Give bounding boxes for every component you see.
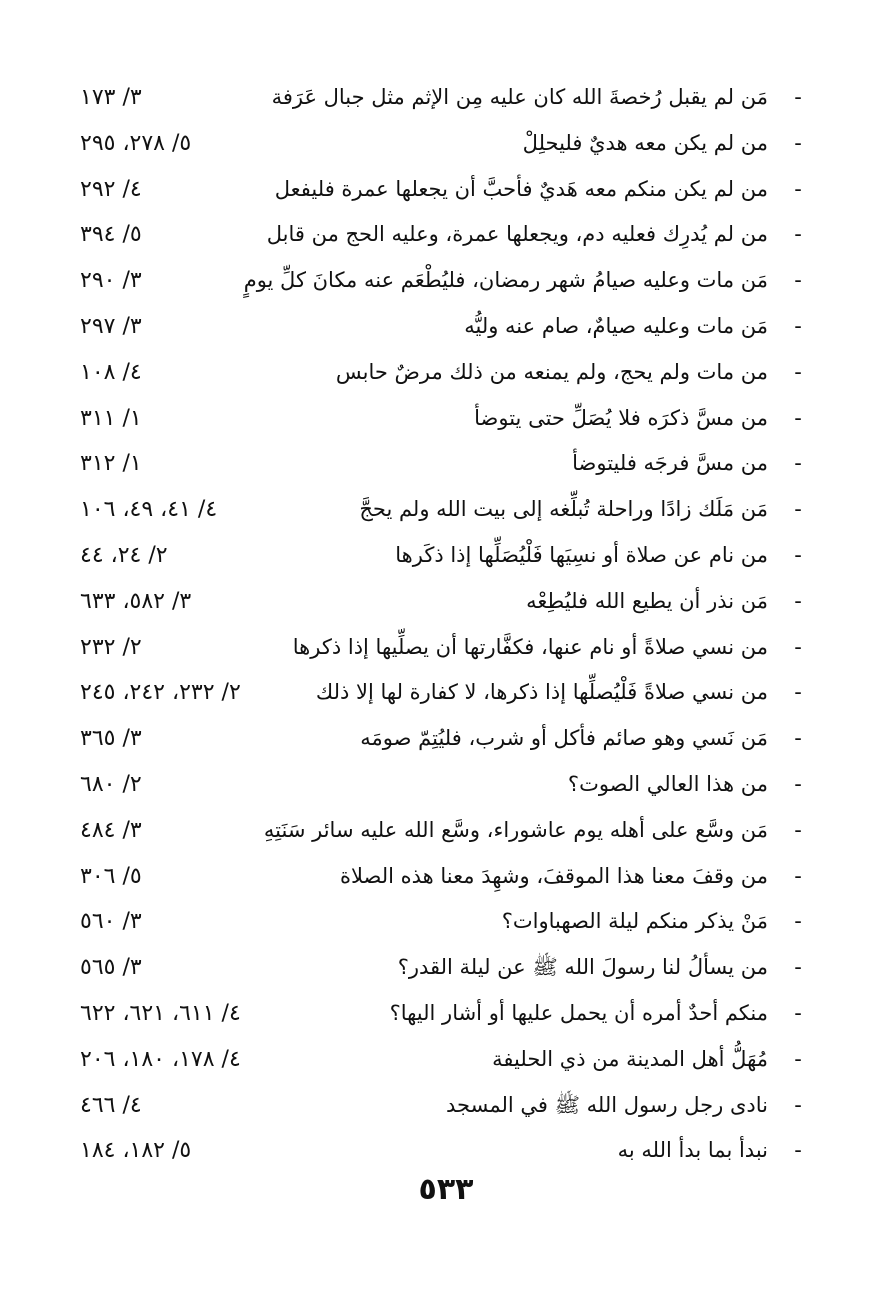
index-entry xyxy=(80,304,812,350)
bullet-dash: - xyxy=(794,359,802,384)
volume-page-reference: ٣/ ٥٦٠ xyxy=(80,909,142,935)
page-number: ٥٣٣ xyxy=(418,1172,474,1207)
volume-page-reference: ٣/ ٣٦٥ xyxy=(80,726,142,752)
volume-page-reference: ٣/ ٢٩٠ xyxy=(80,268,142,294)
hadith-text: مَن مَلَك زادًا وراحلة تُبلِّغه إلى بيت الله ولم يحجَّ xyxy=(359,497,768,522)
hadith-text: مَن مات وعليه صيامُ شهر رمضان، فليُطْعَم عنه مكانَ كلِّ يومٍ xyxy=(243,268,768,293)
volume-page-reference: ٢/ ٢٤، ٤٤ xyxy=(80,542,168,568)
volume-page-reference: ٤/ ٢٩٢ xyxy=(80,176,142,202)
bullet-dash: - xyxy=(794,955,802,980)
volume-page-reference: ٥/ ١٨٢، ١٨٤ xyxy=(80,1138,192,1164)
index-entry xyxy=(80,716,812,762)
volume-page-reference: ٢/ ٢٣٢ xyxy=(80,634,142,660)
hadith-text: مَنْ يذكر منكم ليلة الصهباوات؟ xyxy=(501,909,768,934)
hadith-text: مَن نَسي وهو صائم فأكل أو شرب، فليُتِمّ صومَه xyxy=(360,726,768,751)
bullet-dash: - xyxy=(794,634,802,659)
bullet-dash: - xyxy=(794,1000,802,1025)
index-entry xyxy=(80,350,812,396)
volume-page-reference: ٢/ ٢٣٢، ٢٤٢، ٢٤٥ xyxy=(80,680,241,706)
volume-page-reference: ١/ ٣١٢ xyxy=(80,451,142,477)
bullet-dash: - xyxy=(794,1046,802,1071)
hadith-text: من لم يُدرِك فعليه دم، ويجعلها عمرة، وعليه الحج من قابل xyxy=(266,222,768,247)
hadith-text: مَن نذر أن يطيع الله فليُطِعْه xyxy=(526,588,768,613)
index-entry xyxy=(80,487,812,533)
index-entry xyxy=(80,167,812,213)
hadith-text: مُهَلُّ أهل المدينة من ذي الحليفة xyxy=(492,1046,768,1071)
hadith-text: من نسي صلاةً أو نام عنها، فكفَّارتها أن يصلِّيها إذا ذكرها xyxy=(292,634,768,659)
bullet-dash: - xyxy=(794,222,802,247)
bullet-dash: - xyxy=(794,497,802,522)
bullet-dash: - xyxy=(794,451,802,476)
bullet-dash: - xyxy=(794,405,802,430)
bullet-dash: - xyxy=(794,680,802,705)
volume-page-reference: ٤/ ١٧٨، ١٨٠، ٢٠٦ xyxy=(80,1046,241,1072)
bullet-dash: - xyxy=(794,588,802,613)
index-entry xyxy=(80,625,812,671)
bullet-dash: - xyxy=(794,1092,802,1117)
hadith-text: مَن وسَّع على أهله يوم عاشوراء، وسَّع الله عليه سائر سَنَتِهِ xyxy=(263,817,768,842)
index-entry xyxy=(80,854,812,900)
hadith-text: من وقفَ معنا هذا الموقفَ، وشهِدَ معنا هذه الصلاة xyxy=(339,863,768,888)
volume-page-reference: ٣/ ٢٩٧ xyxy=(80,313,142,339)
index-entry xyxy=(80,441,812,487)
bullet-dash: - xyxy=(794,542,802,567)
volume-page-reference: ٣/ ٤٨٤ xyxy=(80,817,142,843)
volume-page-reference: ٥/ ٢٧٨، ٢٩٥ xyxy=(80,130,192,156)
index-entry xyxy=(80,121,812,167)
hadith-text: من هذا العالي الصوت؟ xyxy=(567,771,768,796)
bullet-dash: - xyxy=(794,817,802,842)
index-entry xyxy=(80,396,812,442)
hadith-text: مَن مات وعليه صيامٌ، صام عنه وليُّه xyxy=(464,313,768,338)
bullet-dash: - xyxy=(794,268,802,293)
hadith-text: من نسي صلاةً فَلْيُصلِّها إذا ذكرها، لا كفارة لها إلا ذلك xyxy=(315,680,768,705)
index-entry xyxy=(80,533,812,579)
hadith-text: من يسألُ لنا رسولَ الله ﷺ عن ليلة القدر؟ xyxy=(397,955,768,980)
volume-page-reference: ٣/ ١٧٣ xyxy=(80,85,142,110)
index-entry xyxy=(80,762,812,808)
index-entry xyxy=(80,808,812,854)
volume-page-reference: ٤/ ٦١١، ٦٢١، ٦٢٢ xyxy=(80,1000,241,1026)
index-entry xyxy=(80,670,812,716)
volume-page-reference: ٤/ ١٠٨ xyxy=(80,359,142,385)
hadith-text: من لم يكن معه هديٌ فليحلِلْ xyxy=(522,130,768,155)
volume-page-reference: ٣/ ٥٨٢، ٦٣٣ xyxy=(80,588,192,614)
index-entry xyxy=(80,1083,812,1129)
index-entry xyxy=(80,75,812,121)
bullet-dash: - xyxy=(794,176,802,201)
bullet-dash: - xyxy=(794,771,802,796)
index-entry xyxy=(80,579,812,625)
hadith-text: من نام عن صلاة أو نسِيَها فَلْيُصَلِّها إذا ذكَرها xyxy=(395,542,768,567)
index-entry xyxy=(80,1128,812,1174)
hadith-text: نبدأ بما بدأ الله به xyxy=(617,1138,768,1163)
bullet-dash: - xyxy=(794,130,802,155)
hadith-text: نادى رجل رسول الله ﷺ في المسجد xyxy=(446,1092,768,1117)
volume-page-reference: ٥/ ٣٠٦ xyxy=(80,863,142,889)
bullet-dash: - xyxy=(794,863,802,888)
index-entry xyxy=(80,991,812,1037)
hadith-text: من مات ولم يحج، ولم يمنعه من ذلك مرضٌ حابس xyxy=(335,359,768,384)
index-entry xyxy=(80,945,812,991)
hadith-text: مَن لم يقبل رُخصةَ الله كان عليه مِن الإثم مثل جبال عَرَفة xyxy=(271,85,768,109)
hadith-text: منكم أحدٌ أمره أن يحمل عليها أو أشار اليها؟ xyxy=(389,1000,768,1025)
volume-page-reference: ٢/ ٦٨٠ xyxy=(80,771,142,797)
hadith-index-list xyxy=(80,75,812,1174)
hadith-text: من مسَّ فرجَه فليتوضأ xyxy=(572,451,768,476)
bullet-dash: - xyxy=(794,313,802,338)
volume-page-reference: ٣/ ٥٦٥ xyxy=(80,955,142,981)
bullet-dash: - xyxy=(794,1138,802,1163)
hadith-text: من مسَّ ذكرَه فلا يُصَلِّ حتى يتوضأ xyxy=(474,405,768,430)
volume-page-reference: ٥/ ٣٩٤ xyxy=(80,222,142,248)
volume-page-reference: ٤/ ٤٦٦ xyxy=(80,1092,142,1118)
hadith-text: من لم يكن منكم معه هَديٌ فأحبَّ أن يجعلها عمرة فليفعل xyxy=(274,176,768,201)
bullet-dash: - xyxy=(794,85,802,109)
bullet-dash: - xyxy=(794,909,802,934)
index-entry xyxy=(80,258,812,304)
index-entry xyxy=(80,212,812,258)
index-entry xyxy=(80,899,812,945)
volume-page-reference: ١/ ٣١١ xyxy=(80,405,142,431)
volume-page-reference: ٤/ ٤١، ٤٩، ١٠٦ xyxy=(80,497,218,523)
bullet-dash: - xyxy=(794,726,802,751)
index-entry xyxy=(80,1037,812,1083)
